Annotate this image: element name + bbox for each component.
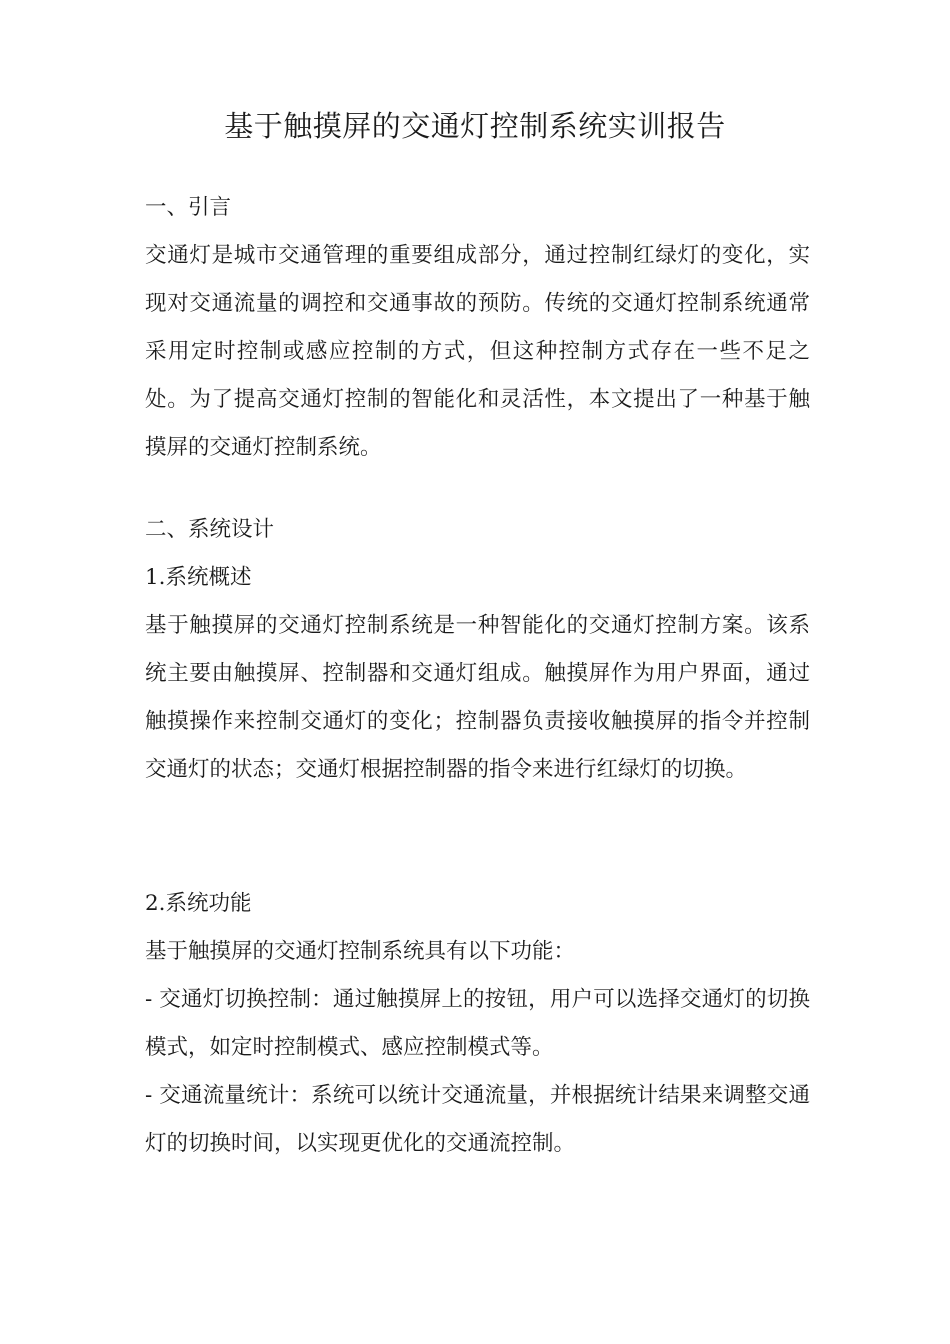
intro-heading: 一、引言 [145, 195, 232, 220]
function-heading: 2.系统功能 [145, 891, 252, 916]
section-intro [145, 184, 810, 472]
intro-paragraph: 交通灯是城市交通管理的重要组成部分，通过控制红绿灯的变化，实现对交通流量的调控和交通事故的预防。传统的交通灯控制系统通常采用定时控制或感应控制的方式，但这种控制方式存在一些不足之处。为了提高交通灯控制的智能化和灵活性，本文提出了一种基于触摸屏的交通灯控制系统。 [145, 243, 810, 460]
section-function [145, 880, 810, 1168]
section-design [145, 506, 810, 794]
overview-paragraph: 基于触摸屏的交通灯控制系统是一种智能化的交通灯控制方案。该系统主要由触摸屏、控制器和交通灯组成。触摸屏作为用户界面，通过触摸操作来控制交通灯的变化；控制器负责接收触摸屏的指令并控制交通灯的状态；交通灯根据控制器的指令来进行红绿灯的切换。 [145, 613, 810, 782]
overview-heading: 1.系统概述 [145, 565, 252, 590]
function-item-switch-control: - 交通灯切换控制：通过触摸屏上的按钮，用户可以选择交通灯的切换模式，如定时控制模式、感应控制模式等。 [145, 987, 810, 1060]
document-title: 基于触摸屏的交通灯控制系统实训报告 [224, 109, 726, 143]
function-item-traffic-statistics: - 交通流量统计：系统可以统计交通流量，并根据统计结果来调整交通灯的切换时间，以实现更优化的交通流控制。 [145, 1083, 810, 1156]
function-intro: 基于触摸屏的交通灯控制系统具有以下功能： [145, 939, 576, 964]
design-heading: 二、系统设计 [145, 517, 275, 542]
